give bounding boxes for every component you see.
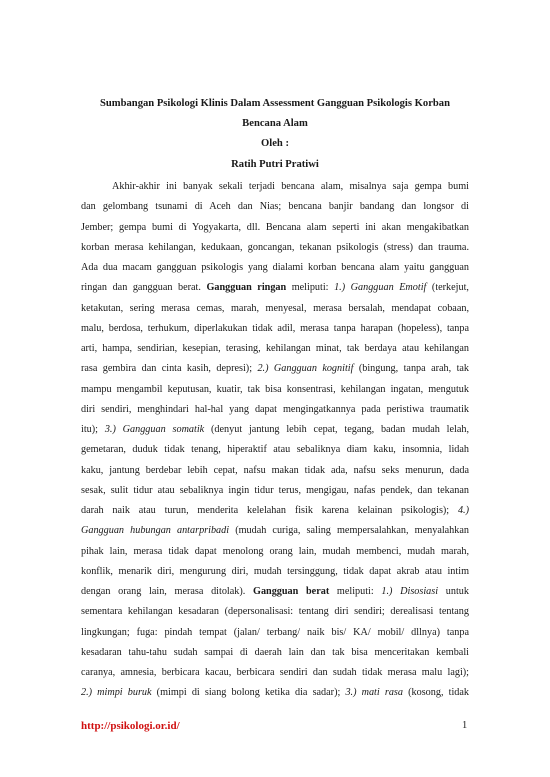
body-line: kesadaran tahu-tahu sudah sampai di daerah lain dan tak bisa menceritakan kembali bbox=[81, 646, 469, 658]
body-line: Ada dua macam gangguan psikologis yang dialami korban bencana alam yaitu gangguan bbox=[81, 262, 469, 273]
body-line: Jember; gempa bumi di Yogyakarta, dll. Bencana alam seperti ini akan mengakibatkan bbox=[81, 221, 469, 233]
term-gangguan-ringan: Gangguan ringan bbox=[206, 282, 287, 294]
body-line: ketakutan, sering merasa cemas, marah, menyesal, merasa bersalah, mendapat cobaan, bbox=[81, 302, 469, 314]
body-line: sesak, sulit tidur atau sebaliknya ingin tidur terus, mengigau, nafas pendek, dan tekanan bbox=[81, 484, 469, 496]
author-name: Ratih Putri Pratiwi bbox=[231, 158, 319, 170]
page-number: 1 bbox=[462, 720, 468, 731]
body-line: konflik, menarik diri, mengurung diri, mudah tersinggung, tidak dapat akrab atau intim bbox=[81, 565, 469, 577]
body-line: mampu mengambil keputusan, kuatir, tak bisa konsentrasi, kehilangan ingatan, mengutuk bbox=[81, 383, 469, 395]
document-title bbox=[70, 94, 480, 175]
body-line: dengan orang lain, merasa ditolak). Gangguan berat meliputi: 1.) Disosiasi untuk bbox=[81, 586, 469, 597]
body-line: pihak lain, merasa tidak dapat menolong orang lain, mudah membenci, mudah marah, bbox=[81, 545, 469, 557]
footer-website-link[interactable]: http://psikologi.or.id/ bbox=[81, 720, 180, 732]
body-line: arti, hampa, sendirian, kesepian, terasing, kehilangan minat, tak berdaya atau kehilangan bbox=[81, 343, 469, 354]
term-gangguan-berat: Gangguan berat bbox=[253, 586, 330, 597]
body-line: malu, berdosa, terhukum, diperlakukan tidak adil, merasa tanpa harapan (hopeless), tanpa bbox=[81, 322, 469, 334]
title-line-2: Bencana Alam bbox=[242, 118, 308, 130]
body-paragraph bbox=[81, 177, 469, 704]
body-line: korban merasa kehilangan, kedukaan, goncangan, tekanan psikologis (stress) dan trauma. bbox=[81, 241, 469, 253]
body-line: darah naik atau turun, menderita kelelahan fisik karena kelainan psikologis); 4.) bbox=[81, 505, 469, 516]
body-line: dan gelombang tsunami di Aceh dan Nias; bencana banjir bandang dan longsor di bbox=[81, 201, 469, 213]
body-line: lingkungan; fuga: pindah tempat (jalan/ terbang/ naik bis/ KA/ mobil/ dllnya) tanpa bbox=[81, 626, 469, 638]
byline-label: Oleh : bbox=[261, 138, 289, 150]
body-line: ringan dan gangguan berat. Gangguan ringan meliputi: 1.) Gangguan Emotif (terkejut, bbox=[81, 282, 469, 294]
body-line: 2.) mimpi buruk (mimpi di siang bolong ketika dia sadar); 3.) mati rasa (kosong, tidak bbox=[81, 687, 469, 699]
body-line: diri sendiri, menghindari hal-hal yang dapat mengingatkannya pada peristiwa traumatik bbox=[81, 403, 469, 415]
body-line: Akhir-akhir ini banyak sekali terjadi bencana alam, misalnya saja gempa bumi bbox=[112, 181, 469, 192]
body-line: caranya, amnesia, berbicara kacau, berbicara sendiri dan sudah tidak merasa malu lagi); bbox=[81, 667, 469, 678]
title-line-1: Sumbangan Psikologi Klinis Dalam Assessment Gangguan Psikologis Korban bbox=[100, 98, 450, 109]
body-line: kaku, jantung berdebar lebih cepat, nafsu makan tidak ada, nafsu seks menurun, dada bbox=[81, 464, 469, 476]
body-line: itu); 3.) Gangguan somatik (denyut jantung lebih cepat, tegang, badan mudah lelah, bbox=[81, 424, 469, 435]
body-line: sementara kehilangan kesadaran (depersonalisasi: tentang diri sendiri; derealisasi tentang bbox=[81, 606, 469, 618]
body-line: rasa gembira dan cinta kasih, depresi); 2.) Gangguan kognitif (bingung, tanpa arah, tak bbox=[81, 363, 469, 375]
body-line: Gangguan hubungan antarpribadi (mudah curiga, saling mempersalahkan, menyalahkan bbox=[81, 525, 469, 537]
body-line: gemetaran, duduk tidak tenang, hiperaktif atau sebaliknya diam kaku, insomnia, lidah bbox=[81, 444, 469, 456]
